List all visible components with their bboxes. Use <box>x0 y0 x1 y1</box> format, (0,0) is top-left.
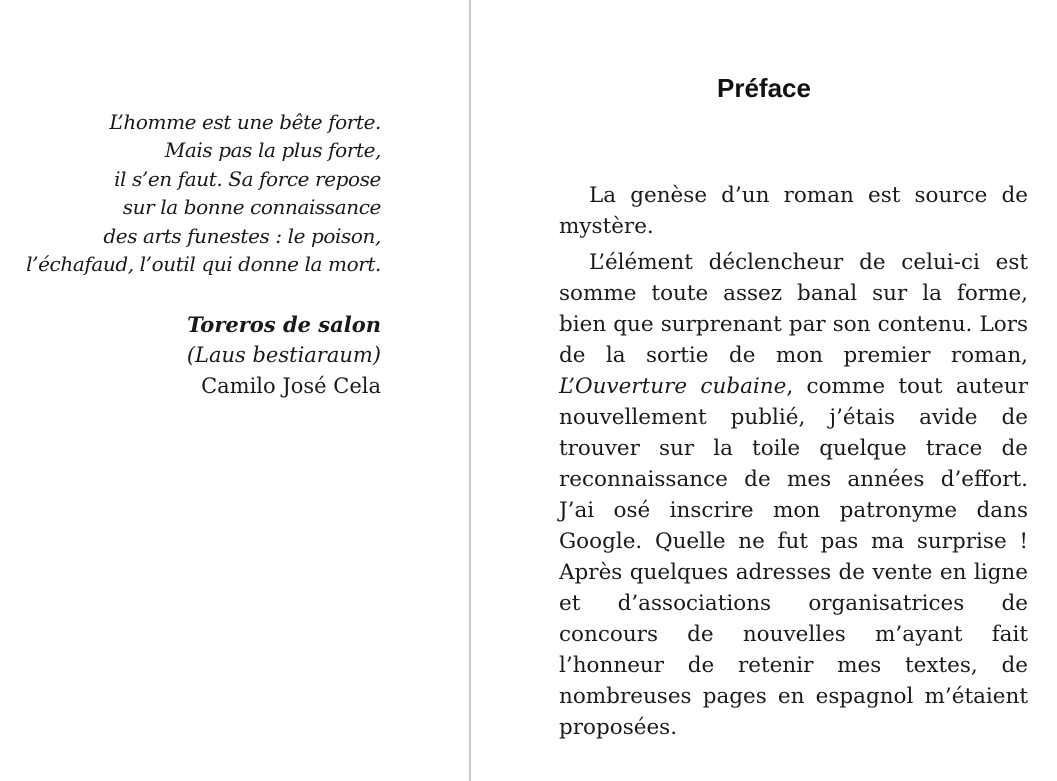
epigraph-line: sur la bonne connaissance <box>122 195 381 220</box>
epigraph-attribution <box>187 309 381 402</box>
preface-body <box>559 180 1028 748</box>
source-title: Toreros de salon <box>187 312 381 337</box>
epigraph-line: des arts funestes : le poison, <box>103 223 381 248</box>
paragraph-2 <box>559 247 1028 743</box>
epigraph-line: il s’en faut. Sa force repose <box>114 166 381 191</box>
chapter-title: Préface <box>717 73 811 103</box>
paragraph-1: La genèse d’un roman est source de mystère. <box>559 183 1028 239</box>
right-page <box>471 0 1057 781</box>
paragraph-2-text-a: L’élément déclencheur de celui-ci est somme toute assez banal sur la forme, bien que surprenant par son contenu. Lors de la sortie de mon premier roman, <box>559 250 1028 368</box>
book-title: L’Ouverture cubaine <box>559 374 787 399</box>
source-subtitle: (Laus bestiaraum) <box>186 343 381 367</box>
epigraph-line: L’homme est une bête forte. <box>109 110 381 134</box>
epigraph <box>26 108 381 278</box>
epigraph-line: l’échafaud, l’outil qui donne la mort. <box>26 252 381 277</box>
left-page <box>0 0 469 781</box>
paragraph-2-text-b: , comme tout auteur nouvellement publié, j’étais avide de trouver sur la toile quelque trace de reconnaissance de mes années d’effort. J’ai osé inscrire mon patronyme dans Google. Quelle ne fut pas ma surprise ! Après quelques adresses de vente en ligne et d’associations organisatrices de concours de nouvelles m’ayant fait l’honneur de retenir mes textes, de nombreuses pages en espagnol m’étaient proposées. <box>559 374 1028 740</box>
epigraph-line: Mais pas la plus forte, <box>164 138 381 163</box>
source-author: Camilo José Cela <box>201 374 381 398</box>
